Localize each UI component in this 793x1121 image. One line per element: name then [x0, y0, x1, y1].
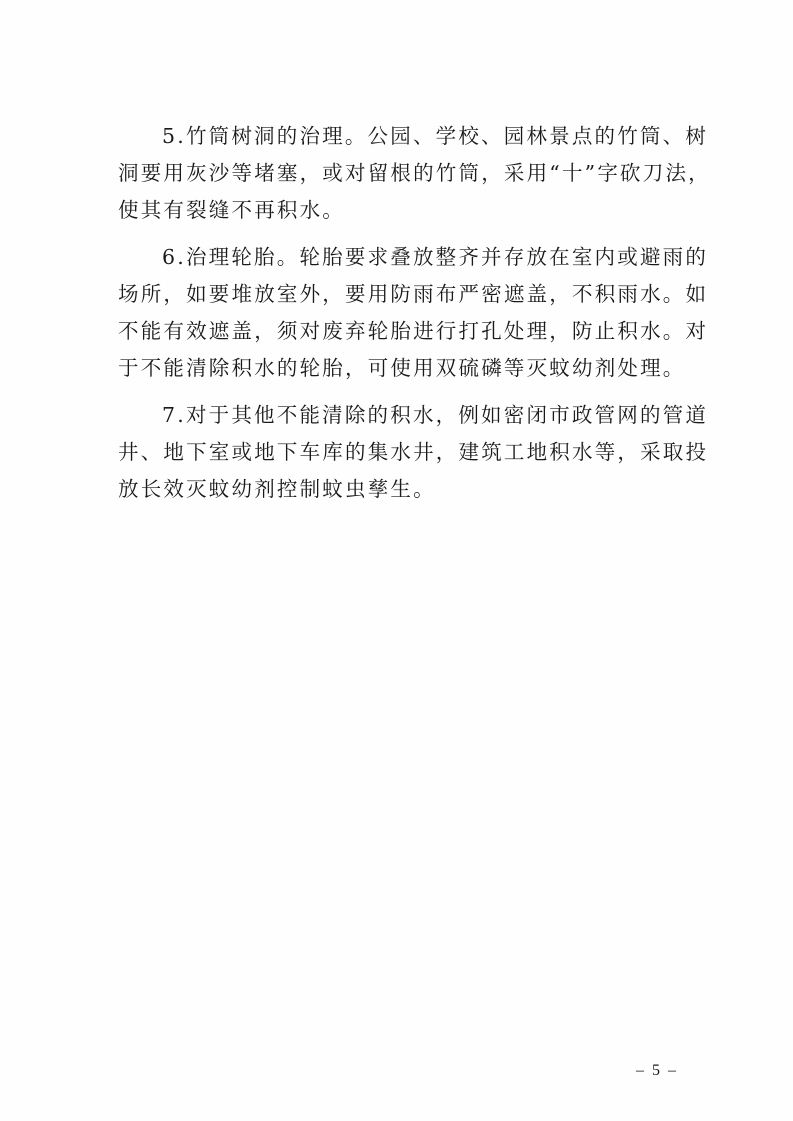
paragraph-tires	[118, 239, 709, 387]
paragraph-line: 洞要用灰沙等堵塞，或对留根的竹筒，采用“十”字砍刀法，	[118, 161, 711, 185]
paragraph-line: 使其有裂缝不再积水。	[118, 198, 345, 222]
paragraph-line: 放长效灭蚊幼剂控制蚊虫孳生。	[118, 477, 436, 501]
paragraph-line: 5.竹筒树洞的治理。公园、学校、园林景点的竹筒、树	[162, 124, 709, 148]
paragraph-line: 场所，如要堆放室外，要用防雨布严密遮盖，不积雨水。如	[118, 282, 709, 306]
paragraph-line: 不能有效遮盖，须对废弃轮胎进行打孔处理，防止积水。对	[118, 319, 709, 343]
paragraph-line: 6.治理轮胎。轮胎要求叠放整齐并存放在室内或避雨的	[162, 245, 709, 269]
document-body	[118, 118, 711, 508]
paragraph-line: 7.对于其他不能清除的积水，例如密闭市政管网的管道	[162, 403, 709, 427]
paragraph-line: 于不能清除积水的轮胎，可使用双硫磷等灭蚊幼剂处理。	[118, 356, 686, 380]
paragraph-other-standing-water	[118, 397, 709, 508]
paragraph-line: 井、地下室或地下车库的集水井，建筑工地积水等，采取投	[118, 440, 709, 464]
page-number: – 5 –	[636, 1062, 678, 1079]
paragraph-bamboo-tree-holes	[118, 118, 711, 229]
